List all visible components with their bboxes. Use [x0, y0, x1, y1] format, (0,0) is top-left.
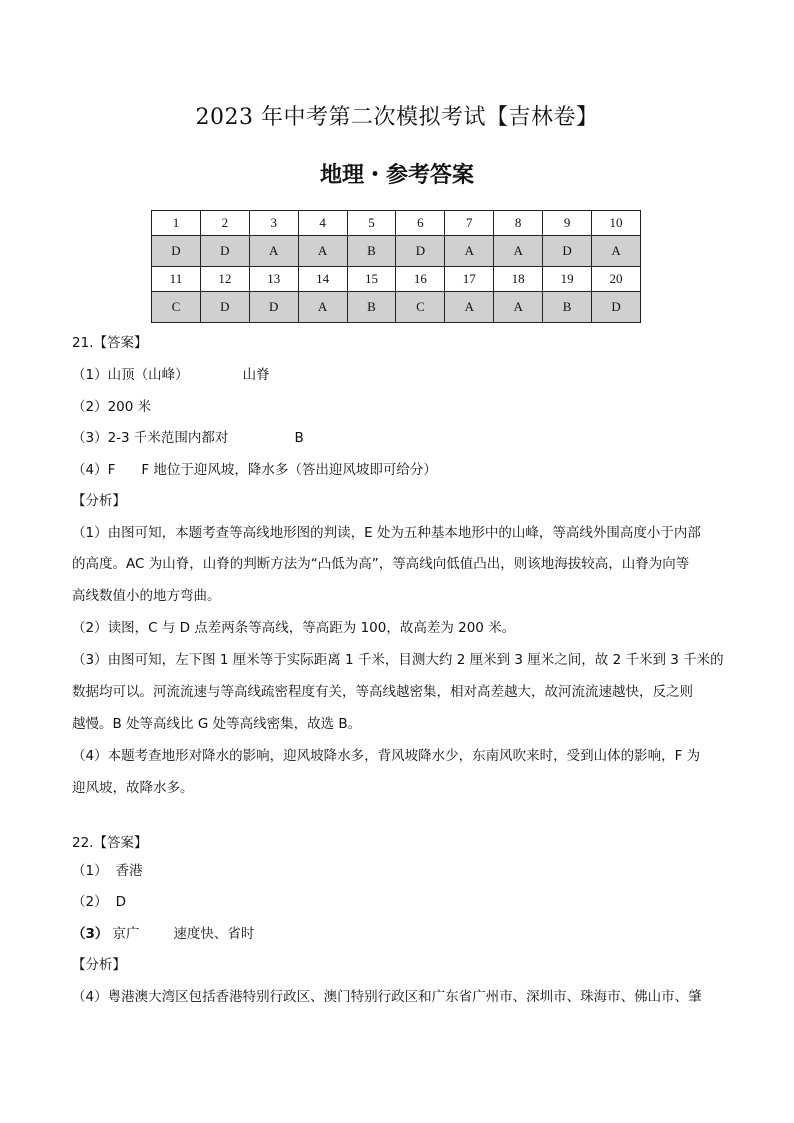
- q21-analysis-line: （4）本题考查地形对降水的影响，迎风坡降水多，背风坡降水少，东南风吹来时，受到山体的影响，F 为: [72, 748, 701, 764]
- q21-analysis-line: 数据均可以。河流流速与等高线疏密程度有关，等高线越密集，相对高差越大，故河流流速越快，反之则: [72, 684, 693, 700]
- question-number-cell: 3: [249, 211, 298, 236]
- q22-answer-1: [72, 861, 732, 881]
- q21-answer-1: [72, 365, 732, 385]
- answer-table-number-row: [152, 211, 641, 236]
- question-number-cell: 14: [298, 267, 347, 292]
- answer-cell: A: [494, 292, 543, 323]
- q22-answer-2: [72, 892, 732, 912]
- answer-cell: C: [396, 292, 445, 323]
- answer-cell: A: [494, 236, 543, 267]
- answer-cell: A: [298, 292, 347, 323]
- answer-cell: D: [592, 292, 641, 323]
- answer-cell: D: [200, 236, 249, 267]
- q21-analysis-line: 高线数值小的地方弯曲。: [72, 588, 221, 604]
- q21-answer-4: [72, 460, 732, 480]
- q21-answer-4-label: （4）F: [72, 462, 116, 478]
- answer-cell: D: [152, 236, 201, 267]
- answer-cell: D: [543, 236, 592, 267]
- q21-analysis-line: （1）由图可知，本题考查等高线地形图的判读，E 处为五种基本地形中的山峰，等高线外围高度小于内部: [72, 525, 701, 541]
- question-number-cell: 10: [592, 211, 641, 236]
- document-subtitle: 地理・参考答案: [319, 163, 474, 188]
- q22-answer-3-value-2: 速度快、省时: [173, 926, 255, 942]
- answer-cell: A: [445, 236, 494, 267]
- document-title: 2023 年中考第二次模拟考试【吉林卷】: [195, 105, 599, 130]
- question-number-cell: 12: [200, 267, 249, 292]
- q21-answer-1-value: 山脊: [242, 367, 270, 383]
- q22-answer-2-label: （2）: [72, 894, 108, 910]
- q21-analysis-line: 迎风坡，故降水多。: [72, 780, 194, 796]
- answer-cell: B: [347, 236, 396, 267]
- answer-cell: A: [249, 236, 298, 267]
- q21-answer-4-value: F 地位于迎风坡，降水多（答出迎风坡即可给分）: [141, 462, 437, 478]
- q21-analysis-line: （2）读图，C 与 D 点差两条等高线，等高距为 100，故高差为 200 米。: [72, 620, 516, 636]
- answer-cell: A: [592, 236, 641, 267]
- q22-answer-3-label: （3）: [72, 926, 109, 942]
- question-number-cell: 20: [592, 267, 641, 292]
- answer-cell: D: [396, 236, 445, 267]
- q22-answer-3: [72, 924, 732, 944]
- q21-analysis-heading: 【分析】: [72, 493, 126, 509]
- answer-table-answer-row: [152, 236, 641, 267]
- q22-analysis-line: （4）粤港澳大湾区包括香港特别行政区、澳门特别行政区和广东省广州市、深圳市、珠海市、佛山市、肇: [72, 989, 702, 1005]
- q22-heading: 22.【答案】: [72, 835, 148, 851]
- answer-cell: A: [445, 292, 494, 323]
- q22-answer-3-value-1: 京广: [112, 926, 140, 942]
- answer-table-number-row: [152, 267, 641, 292]
- q21-answer-2: （2）200 米: [72, 399, 152, 415]
- question-number-cell: 9: [543, 211, 592, 236]
- q21-analysis-line: 的高度。AC 为山脊，山脊的判断方法为“凸低为高”，等高线向低值凸出，则该地海拔较高，山脊为向等: [72, 556, 690, 572]
- q21-answer-3: [72, 428, 732, 448]
- q21-analysis-line: （3）由图可知，左下图 1 厘米等于实际距离 1 千米，目测大约 2 厘米到 3 厘米之间，故 2 千米到 3 千米的: [72, 652, 724, 668]
- question-number-cell: 5: [347, 211, 396, 236]
- answer-cell: D: [249, 292, 298, 323]
- question-number-cell: 19: [543, 267, 592, 292]
- answer-cell: B: [543, 292, 592, 323]
- q21-answer-1-label: （1）山顶（山峰）: [72, 367, 189, 383]
- q21-answer-3-value: B: [294, 430, 304, 446]
- answer-table-answer-row: [152, 292, 641, 323]
- answer-cell: B: [347, 292, 396, 323]
- q21-heading: 21.【答案】: [72, 335, 148, 351]
- question-number-cell: 16: [396, 267, 445, 292]
- question-number-cell: 15: [347, 267, 396, 292]
- answer-table: [151, 210, 641, 323]
- q21-answer-3-label: （3）2-3 千米范围内都对: [72, 430, 229, 446]
- question-number-cell: 18: [494, 267, 543, 292]
- question-number-cell: 2: [200, 211, 249, 236]
- answer-cell: A: [298, 236, 347, 267]
- q22-analysis-heading: 【分析】: [72, 957, 126, 973]
- answer-cell: D: [200, 292, 249, 323]
- question-number-cell: 13: [249, 267, 298, 292]
- q21-analysis-line: 越慢。B 处等高线比 G 处等高线密集，故选 B。: [72, 716, 362, 732]
- question-number-cell: 8: [494, 211, 543, 236]
- q22-answer-2-value: D: [115, 894, 126, 910]
- q22-answer-1-label: （1）: [72, 863, 108, 879]
- q22-answer-1-value: 香港: [115, 863, 143, 879]
- question-number-cell: 17: [445, 267, 494, 292]
- question-number-cell: 11: [152, 267, 201, 292]
- answer-cell: C: [152, 292, 201, 323]
- question-number-cell: 7: [445, 211, 494, 236]
- question-number-cell: 1: [152, 211, 201, 236]
- question-number-cell: 6: [396, 211, 445, 236]
- question-number-cell: 4: [298, 211, 347, 236]
